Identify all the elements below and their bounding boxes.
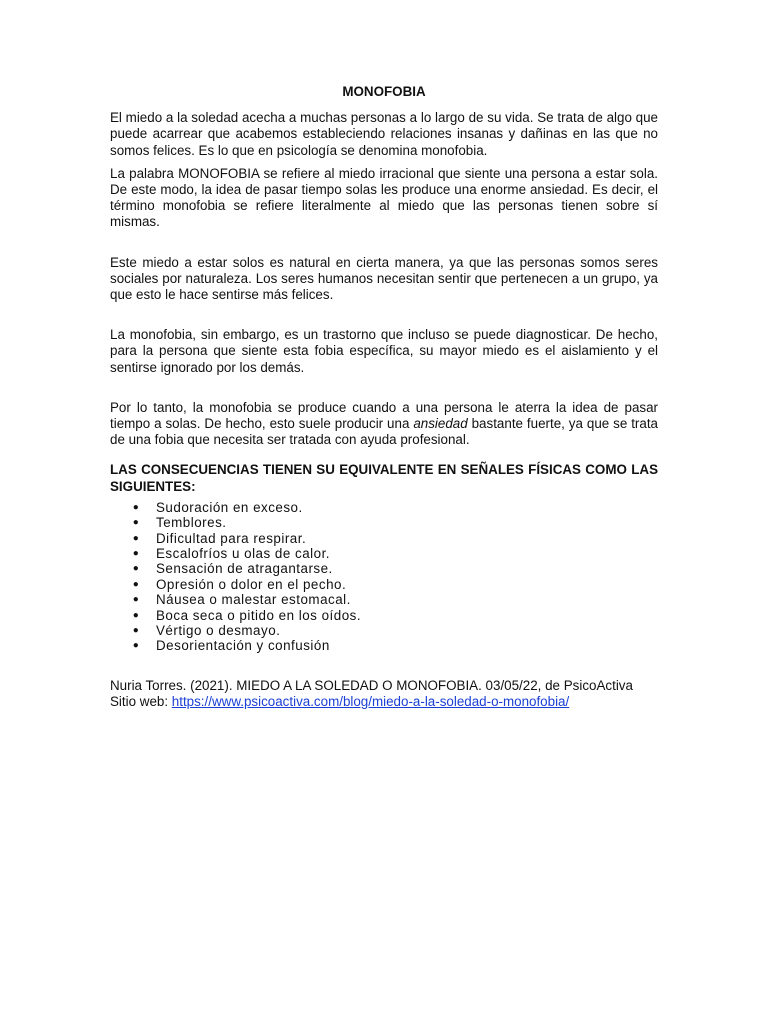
document-body bbox=[110, 84, 658, 710]
list-item bbox=[110, 638, 658, 653]
list-item-text: Desorientación y confusión bbox=[156, 638, 330, 654]
paragraph-disorder: La monofobia, sin embargo, es un trastorno que incluso se puede diagnosticar. De hecho, para la persona que siente esta fobia específica, su mayor miedo es el aislamiento y el sentirse ignorado por los demás. bbox=[110, 327, 658, 375]
bullet-icon: ● bbox=[132, 532, 140, 544]
paragraph-conclusion-emphasis: ansiedad bbox=[413, 416, 468, 432]
bullet-icon: ● bbox=[132, 624, 140, 636]
bullet-icon: ● bbox=[132, 548, 140, 560]
section-heading: LAS CONSECUENCIAS TIENEN SU EQUIVALENTE EN SEÑALES FÍSICAS COMO LAS SIGUIENTES: bbox=[110, 462, 658, 494]
list-item bbox=[110, 577, 658, 592]
document-title: MONOFOBIA bbox=[342, 84, 426, 99]
reference-text: Nuria Torres. (2021). MIEDO A LA SOLEDAD O MONOFOBIA. 03/05/22, de PsicoActiva Sitio web: bbox=[110, 677, 633, 709]
bullet-icon: ● bbox=[132, 594, 140, 606]
bullet-icon: ● bbox=[132, 501, 140, 513]
list-item bbox=[110, 561, 658, 576]
reference-citation bbox=[110, 678, 658, 710]
list-item-text: Escalofríos u olas de calor. bbox=[156, 546, 331, 562]
list-item-text: Vértigo o desmayo. bbox=[156, 622, 281, 638]
paragraph-intro: El miedo a la soledad acecha a muchas personas a lo largo de su vida. Se trata de algo que puede acarrear que acabemos estableciendo relaciones insanas y dañinas en las que no somos felices. Es lo que en psicología se denomina monofobia. bbox=[110, 110, 658, 158]
bullet-icon: ● bbox=[132, 517, 140, 529]
list-item bbox=[110, 531, 658, 546]
paragraph-definition: La palabra MONOFOBIA se refiere al miedo irracional que siente una persona a estar sola. De este modo, la idea de pasar tiempo solas les produce una enorme ansiedad. Es decir, el término monofobia se refiere literalmente al miedo que las personas tienen sobre sí mismas. bbox=[110, 165, 658, 230]
list-item-text: Boca seca o pitido en los oídos. bbox=[156, 607, 362, 623]
bullet-icon: ● bbox=[132, 609, 140, 621]
paragraph-conclusion-end: bastante fuerte, ya que se trata de una fobia que necesita ser tratada con ayuda profesional. bbox=[110, 416, 659, 448]
list-item-text: Opresión o dolor en el pecho. bbox=[156, 576, 347, 592]
list-item-text: Náusea o malestar estomacal. bbox=[156, 592, 351, 608]
bullet-icon: ● bbox=[132, 578, 140, 590]
list-item bbox=[110, 623, 658, 638]
list-item bbox=[110, 592, 658, 607]
bullet-icon: ● bbox=[132, 563, 140, 575]
bullet-icon: ● bbox=[132, 640, 140, 652]
list-item bbox=[110, 515, 658, 530]
list-item-text: Dificultad para respirar. bbox=[156, 530, 307, 546]
list-item-text: Temblores. bbox=[156, 515, 227, 531]
list-item bbox=[110, 500, 658, 515]
list-item bbox=[110, 608, 658, 623]
paragraph-natural-fear: Este miedo a estar solos es natural en cierta manera, ya que las personas somos seres sociales por naturaleza. Los seres humanos necesitan sentir que pertenecen a un grupo, ya que esto le hace sentirse más felices. bbox=[110, 254, 658, 303]
symptoms-list bbox=[110, 500, 658, 654]
paragraph-conclusion bbox=[110, 400, 658, 449]
list-item bbox=[110, 546, 658, 561]
list-item-text: Sensación de atragantarse. bbox=[156, 561, 333, 577]
list-item-text: Sudoración en exceso. bbox=[156, 499, 303, 515]
paragraph-conclusion-start: Por lo tanto, la monofobia se produce cuando a una persona le aterra la idea de pasar tiempo a solas. De hecho, esto suele producir una bbox=[110, 399, 658, 432]
reference-link[interactable]: https://www.psicoactiva.com/blog/miedo-a-la-soledad-o-monofobia/ bbox=[171, 693, 570, 709]
